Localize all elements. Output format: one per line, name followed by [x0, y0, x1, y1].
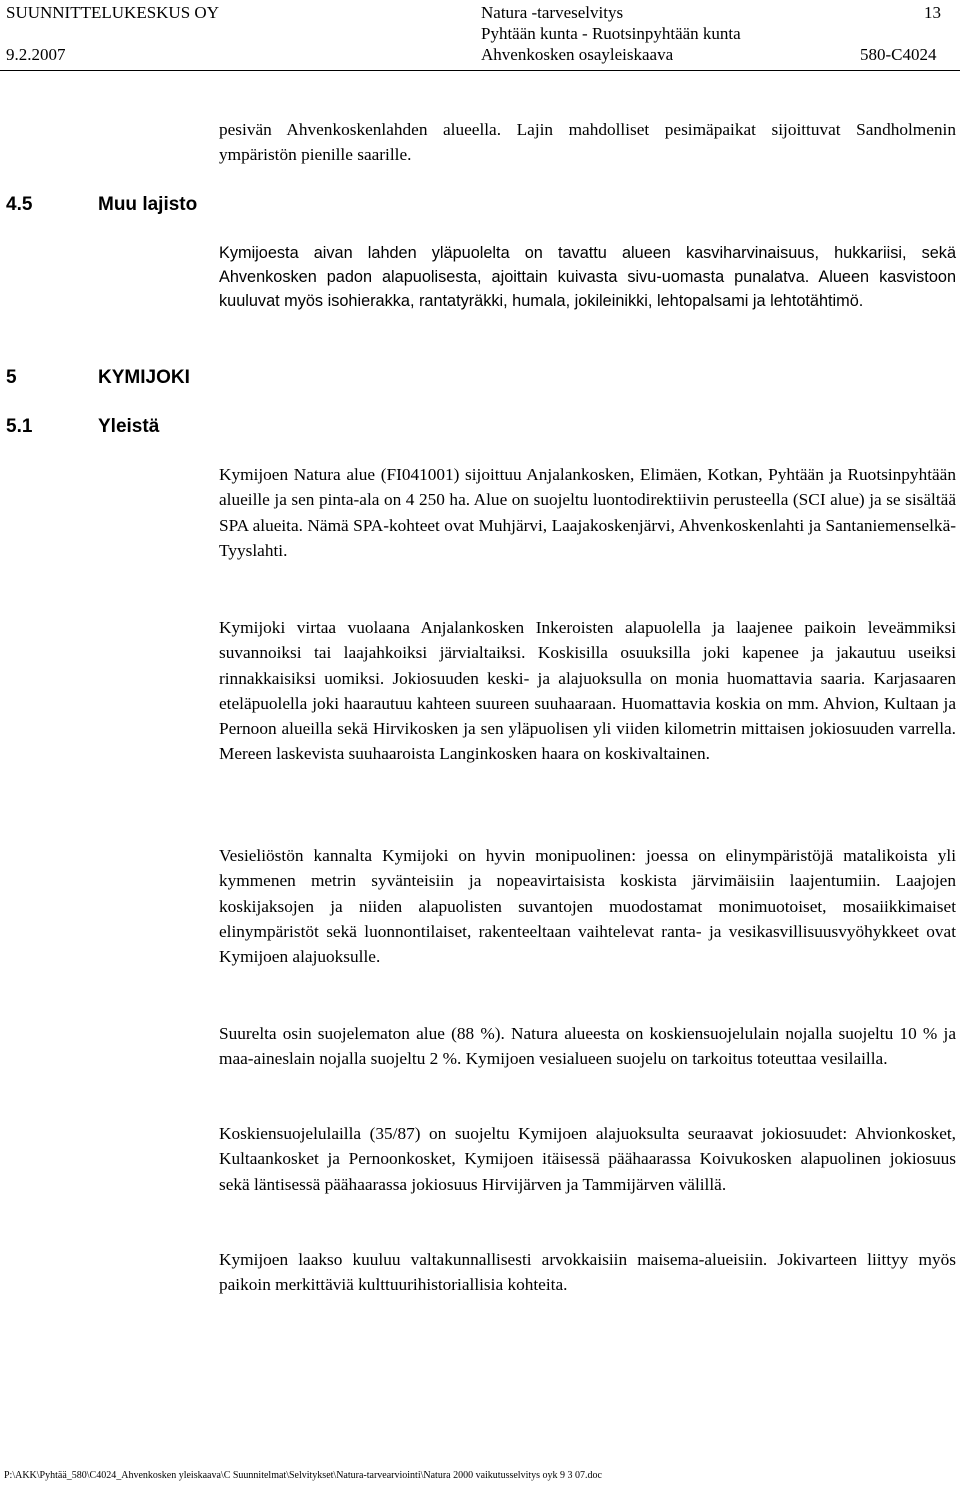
paragraph-koskiensuojelulaki: Koskiensuojelulailla (35/87) on suojeltu Kymijoen alajuoksulta seuraavat jokiosuudet: Ahvionkosket, Kultaankosket ja Pernoonkosket, Kymijoen itäisessä päähaarassa Koivukosken alapuolinen jokiosuus sekä läntisessä päähaarassa jokiosuus Hirvijärven ja Tammijärven välillä.	[219, 1124, 956, 1194]
heading-text: Yleistä	[98, 416, 160, 437]
paragraph-maisema: Kymijoen laakso kuuluu valtakunnallisesti arvokkaisiin maisema-alueisiin. Jokivarteen liittyy myös paikoin merkittäviä kulttuurihistoriallisia kohteita.	[219, 1250, 956, 1295]
paragraph-virtaus: Kymijoki virtaa vuolaana Anjalankosken Inkeroisten alapuolella ja laajenee paikoin leveämmiksi suvannoiksi tai laajahkoiksi järvialtaiksi. Koskisilla osuuksilla joki kapenee ja jakautuu useiksi rinnakkaisiksi uomiksi. Jokiosuuden keski- ja alajuoksulla on monia huomattavia saaria. Karjasaaren eteläpuolella joki haarautuu kahteen suureen suuhaaraan. Huomattavia koskia on mm. Ahvion, Kultaan ja Pernoon alueilla sekä Hirvikosken ja sen yläpuolisen yli viiden kilometrin mittaisen jokiosuuden varrella. Mereen laskevista suuhaaroista Langinkosken haara on koskivaltainen.	[219, 618, 956, 764]
header-date: 9.2.2007	[6, 45, 66, 64]
paragraph-suojelu: Suurelta osin suojelematon alue (88 %). Natura alueesta on koskiensuojelulain nojalla suojeltu 10 % ja maa-aineslain nojalla suojeltu 2 %. Kymijoen vesialueen suojelu on tarkoitus toteuttaa vesilailla.	[219, 1024, 956, 1069]
heading-text: KYMIJOKI	[98, 367, 190, 388]
heading-text: Muu lajisto	[98, 194, 198, 215]
header-title-line3: Ahvenkosken osayleiskaava	[481, 45, 674, 64]
footer-file-path: P:\AKK\Pyhtää_580\C4024_Ahvenkosken yleiskaava\C Suunnitelmat\Selvitykset\Natura-tarvearviointi\Natura 2000 vaikutusselvitys oyk 9 3 07.doc	[4, 1470, 602, 1481]
header-title-line2: Pyhtään kunta - Ruotsinpyhtään kunta	[481, 24, 741, 43]
paragraph-natura-alue: Kymijoen Natura alue (FI041001) sijoittuu Anjalankosken, Elimäen, Kotkan, Pyhtään ja Ruotsinpyhtään alueille ja sen pinta-ala on 4 250 ha. Alue on suojeltu luontodirektiivin perusteella (SCI alue) ja se sisältää SPA alueita. Nämä SPA-kohteet ovat Muhjärvi, Laajakoskenjärvi, Ahvenkoskenlahti ja Santaniemenselkä-Tyyslahti.	[219, 465, 956, 560]
heading-number: 5.1	[6, 416, 33, 437]
heading-5	[6, 367, 190, 389]
heading-number: 5	[6, 367, 17, 388]
header-org: SUUNNITTELUKESKUS OY	[6, 3, 219, 22]
header-doc-code: 580-C4024	[860, 45, 937, 64]
heading-5-1	[6, 416, 159, 438]
paragraph-vesielioston: Vesieliöstön kannalta Kymijoki on hyvin monipuolinen: joessa on elinympäristöjä matalikoista yli kymmenen metrin syvänteisiin ja nopeavirtaisista koskista järvimäisiin laajentumiin. Laajojen koskijaksojen ja niiden alapuolisten suvantojen muodostamat monimuotoiset, mosaiikkimaiset elinympäristöt sekä luonnontilaiset, rakenteeltaan vaihtelevat ranta- ja vesikasvillisuusvyöhykkeet ovat Kymijoen alajuoksulle.	[219, 846, 956, 967]
heading-number: 4.5	[6, 194, 33, 215]
header-page-number: 13	[924, 3, 941, 22]
heading-4-5	[6, 194, 197, 216]
paragraph-muu-lajisto: Kymijoesta aivan lahden yläpuolelta on tavattu alueen kasviharvinaisuus, hukkariisi, sekä Ahvenkosken padon alapuolisesta, ajoittain kuivasta sivu-uomasta punalatva. Alueen kasvistoon kuuluvat myös isohierakka, rantatyräkki, humala, jokileinikki, lehtopalsami ja lehtotähtimö.	[219, 244, 956, 310]
paragraph-continuation: pesivän Ahvenkoskenlahden alueella. Lajin mahdolliset pesimäpaikat sijoittuvat Sandholmenin ympäristön pienille saarille.	[219, 120, 956, 165]
header-divider	[0, 70, 960, 71]
header-title-line1: Natura -tarveselvitys	[481, 3, 624, 22]
